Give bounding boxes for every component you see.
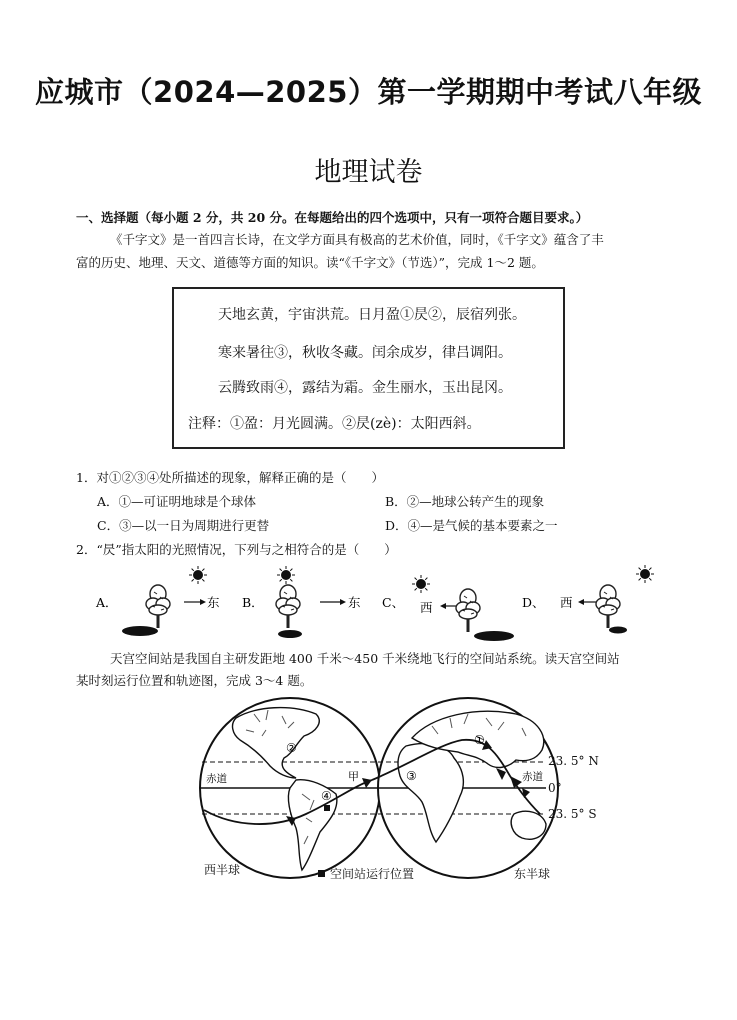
q1-option-b[interactable]: B．②—地球公转产生的现象: [385, 494, 545, 509]
intro-line-2: 富的历史、地理、天文、道德等方面的知识。读“《千字文》（节选）”，完成 1～2 题。: [76, 255, 544, 270]
poem-note: 注释：①盈：月光圆满。②昃(zè)：太阳西斜。: [188, 416, 481, 432]
q2-option-d[interactable]: [522, 565, 654, 634]
poem-line-2: 寒来暑往③，秋收冬藏。闰余成岁，律吕调阳。: [218, 345, 512, 361]
section-heading: 一、选择题（每小题 2 分，共 20 分。在每题给出的四个选项中，只有一项符合题目要求。）: [76, 210, 589, 225]
section2-intro-2: 某时刻运行位置和轨迹图，完成 3～4 题。: [76, 673, 313, 688]
q2-option-b-label: B．: [242, 595, 264, 610]
poem-line-1: 天地玄黄，宇宙洪荒。日月盈①昃②，辰宿列张。: [218, 307, 526, 323]
marker-1: ①: [474, 733, 485, 747]
jia-label: 甲: [348, 770, 359, 783]
q2-stem: 2．“昃”指太阳的光照情况，下列与之相符合的是（ ）: [76, 542, 397, 557]
eastern-hemisphere-label: 东半球: [514, 867, 551, 881]
poem-line-3: 云腾致雨④，露结为霜。金生丽水，玉出昆冈。: [218, 380, 512, 396]
q2-option-c[interactable]: [382, 575, 514, 641]
q1-option-a[interactable]: A．①—可证明地球是个球体: [97, 494, 257, 509]
equator-label-east: 赤道: [522, 771, 543, 783]
western-hemisphere-label: 西半球: [204, 863, 241, 877]
equator-label-west: 赤道: [206, 773, 227, 785]
q2-option-b[interactable]: [242, 566, 361, 638]
q2-option-a-dir: 东: [207, 595, 220, 610]
q2-option-d-dir: 西: [560, 595, 573, 610]
lat-23-5s: 23. 5° S: [548, 807, 597, 821]
q1-option-d[interactable]: D．④—是气候的基本要素之一: [385, 518, 558, 533]
marker-4: ④: [321, 789, 332, 803]
q2-option-c-dir: 西: [420, 600, 433, 615]
q2-option-c-label: C、: [382, 595, 405, 610]
q1-stem: 1．对①②③④处所描述的现象，解释正确的是（ ）: [76, 470, 384, 485]
exam-subtitle: 地理试卷: [314, 157, 423, 188]
marker-3: ③: [406, 769, 417, 783]
australia: [511, 811, 546, 839]
legend-station-label: 空间站运行位置: [330, 867, 415, 881]
q2-option-d-label: D、: [522, 595, 545, 610]
q1-option-c[interactable]: C．③—以一日为周期进行更替: [97, 518, 270, 533]
legend-station-icon: [318, 870, 325, 877]
lat-23-5n: 23. 5° N: [548, 754, 599, 768]
q2-figures: [90, 562, 670, 644]
exam-title: 应城市（2024—2025）第一学期期中考试八年级: [35, 75, 702, 109]
q2-option-a-label: A．: [96, 595, 118, 610]
world-map: [196, 696, 606, 892]
section2-intro-1: 天宫空间站是我国自主研发距地 400 千米～450 千米绕地飞行的空间站系统。读天宫空间站: [110, 651, 620, 666]
station-marker: [324, 805, 330, 811]
q2-option-a[interactable]: [95, 566, 220, 636]
q2-option-b-dir: 东: [348, 595, 361, 610]
marker-2: ②: [286, 741, 297, 755]
lat-0: 0°: [548, 781, 562, 795]
intro-line-1: 《千字文》是一首四言长诗，在文学方面具有极高的艺术价值，同时，《千字文》蕴含了丰: [110, 232, 604, 247]
